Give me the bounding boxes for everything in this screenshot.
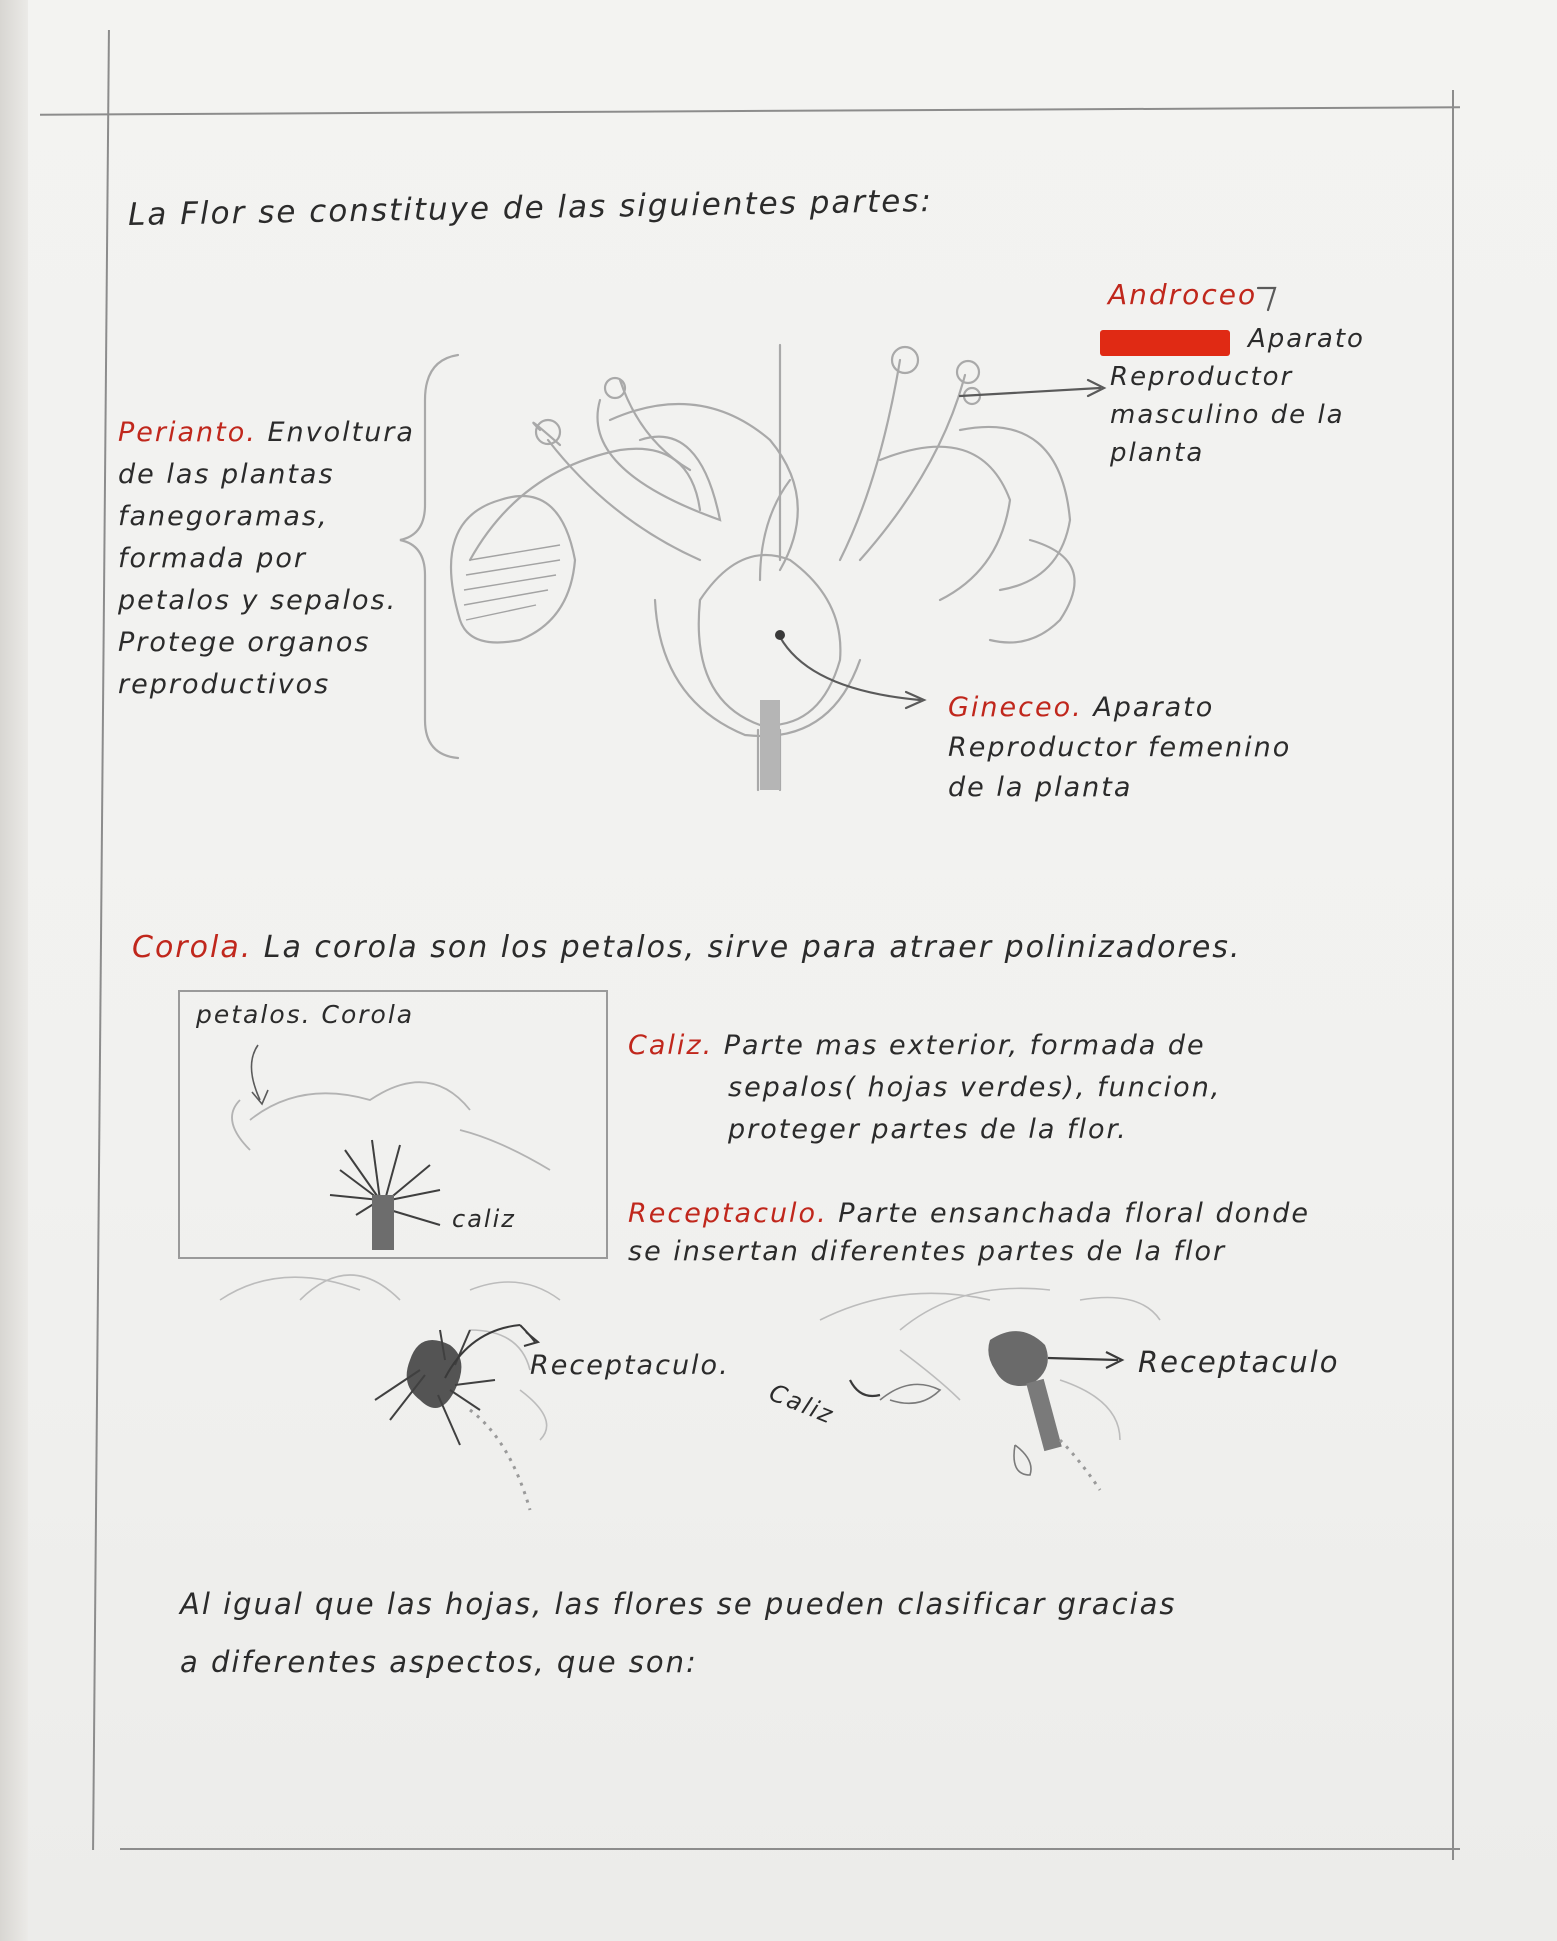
perianto-line-0: Envoltura xyxy=(267,417,415,448)
androceo-line-2: masculino de la xyxy=(1110,400,1345,430)
page-heading: La Flor se constituye de las siguientes partes: xyxy=(127,182,934,234)
caliz-side-label: Caliz xyxy=(765,1378,839,1430)
corola-term: Corola. xyxy=(132,930,253,965)
gineceo-line-0: Aparato xyxy=(1093,692,1215,723)
closing-line-1: a diferentes aspectos, que son: xyxy=(180,1645,698,1679)
perianto-line-1: de las plantas xyxy=(118,459,335,490)
perianto-line-5: Protege organos xyxy=(118,627,371,658)
closing-line-0: Al igual que las hojas, las flores se pueden clasificar gracias xyxy=(180,1587,1177,1621)
gineceo-line-1: Reproductor femenino xyxy=(948,732,1292,763)
box-title: petalos. Corola xyxy=(196,1000,415,1029)
caliz-term: Caliz. xyxy=(628,1030,714,1061)
corola-text: La corola son los petalos, sirve para atraer polinizadores. xyxy=(263,930,1242,965)
receptaculo-line-0: Parte ensanchada floral donde xyxy=(838,1198,1310,1229)
androceo-term: Androceo xyxy=(1108,278,1258,311)
perianto-line-4: petalos y sepalos. xyxy=(118,585,398,616)
right-receptaculo-label: Receptaculo xyxy=(1138,1345,1340,1379)
androceo-line-3: planta xyxy=(1110,438,1205,468)
perianto-line-3: formada por xyxy=(118,543,307,574)
gineceo-term: Gineceo. xyxy=(948,692,1083,723)
caliz-line-1: sepalos( hojas verdes), funcion, xyxy=(728,1072,1222,1103)
closing-paragraph xyxy=(180,1575,1176,1691)
androceo-line-1: Reproductor xyxy=(1110,362,1294,392)
box-caliz-label: caliz xyxy=(452,1205,516,1233)
gineceo-line-2: de la planta xyxy=(948,772,1133,803)
receptaculo-term: Receptaculo. xyxy=(628,1198,828,1229)
perianto-line-6: reproductivos xyxy=(118,669,331,700)
perianto-term: Perianto. xyxy=(118,417,257,448)
receptaculo-line-1: se insertan diferentes partes de la flor xyxy=(628,1236,1227,1267)
androceo-line-0: Aparato xyxy=(1248,324,1365,354)
caliz-line-2: proteger partes de la flor. xyxy=(728,1114,1128,1145)
left-receptaculo-label: Receptaculo. xyxy=(530,1350,730,1381)
caliz-line-0: Parte mas exterior, formada de xyxy=(723,1030,1206,1061)
perianto-line-2: fanegoramas, xyxy=(118,501,329,532)
